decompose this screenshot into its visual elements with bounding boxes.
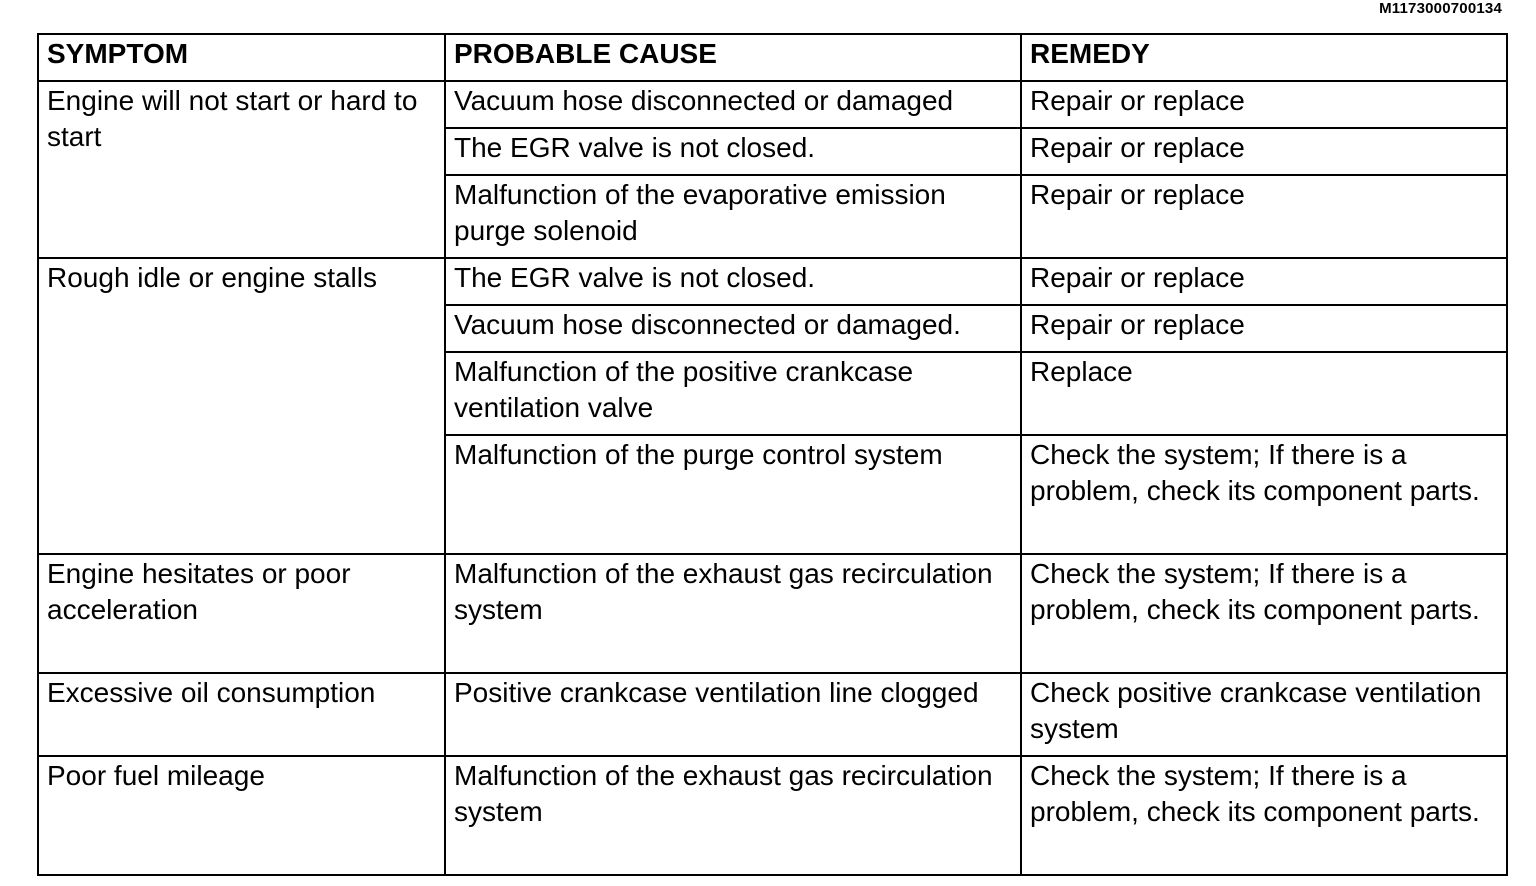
table-row (38, 673, 1507, 756)
cause-cell: The EGR valve is not closed. (445, 128, 1021, 175)
cause-cell: Vacuum hose disconnected or damaged. (445, 305, 1021, 352)
remedy-cell: Repair or replace (1021, 305, 1507, 352)
troubleshooting-table (37, 33, 1508, 876)
table-row (38, 81, 1507, 128)
header-probable-cause: PROBABLE CAUSE (445, 34, 1021, 81)
cause-cell: Malfunction of the positive crankcase ventilation valve (445, 352, 1021, 435)
remedy-cell: Check positive crankcase ventilation system (1021, 673, 1507, 756)
symptom-cell: Excessive oil consumption (38, 673, 445, 756)
remedy-cell: Check the system; If there is a problem, check its component parts. (1021, 554, 1507, 673)
remedy-cell: Check the system; If there is a problem, check its component parts. (1021, 756, 1507, 875)
symptom-cell: Engine hesitates or poor acceleration (38, 554, 445, 673)
symptom-cell: Engine will not start or hard to start (38, 81, 445, 258)
cause-cell: The EGR valve is not closed. (445, 258, 1021, 305)
table-row (38, 756, 1507, 875)
table-row (38, 554, 1507, 673)
header-row (38, 34, 1507, 81)
cause-cell: Positive crankcase ventilation line clogged (445, 673, 1021, 756)
document-id: M1173000700134 (1379, 0, 1502, 17)
remedy-cell: Repair or replace (1021, 81, 1507, 128)
symptom-cell: Poor fuel mileage (38, 756, 445, 875)
cause-cell: Malfunction of the exhaust gas recirculation system (445, 756, 1021, 875)
remedy-cell: Check the system; If there is a problem, check its component parts. (1021, 435, 1507, 554)
remedy-cell: Repair or replace (1021, 175, 1507, 258)
symptom-cell: Rough idle or engine stalls (38, 258, 445, 554)
cause-cell: Malfunction of the evaporative emission purge solenoid (445, 175, 1021, 258)
header-remedy: REMEDY (1021, 34, 1507, 81)
table-row (38, 258, 1507, 305)
remedy-cell: Repair or replace (1021, 258, 1507, 305)
remedy-cell: Replace (1021, 352, 1507, 435)
remedy-cell: Repair or replace (1021, 128, 1507, 175)
cause-cell: Malfunction of the exhaust gas recirculation system (445, 554, 1021, 673)
header-symptom: SYMPTOM (38, 34, 445, 81)
cause-cell: Malfunction of the purge control system (445, 435, 1021, 554)
cause-cell: Vacuum hose disconnected or damaged (445, 81, 1021, 128)
